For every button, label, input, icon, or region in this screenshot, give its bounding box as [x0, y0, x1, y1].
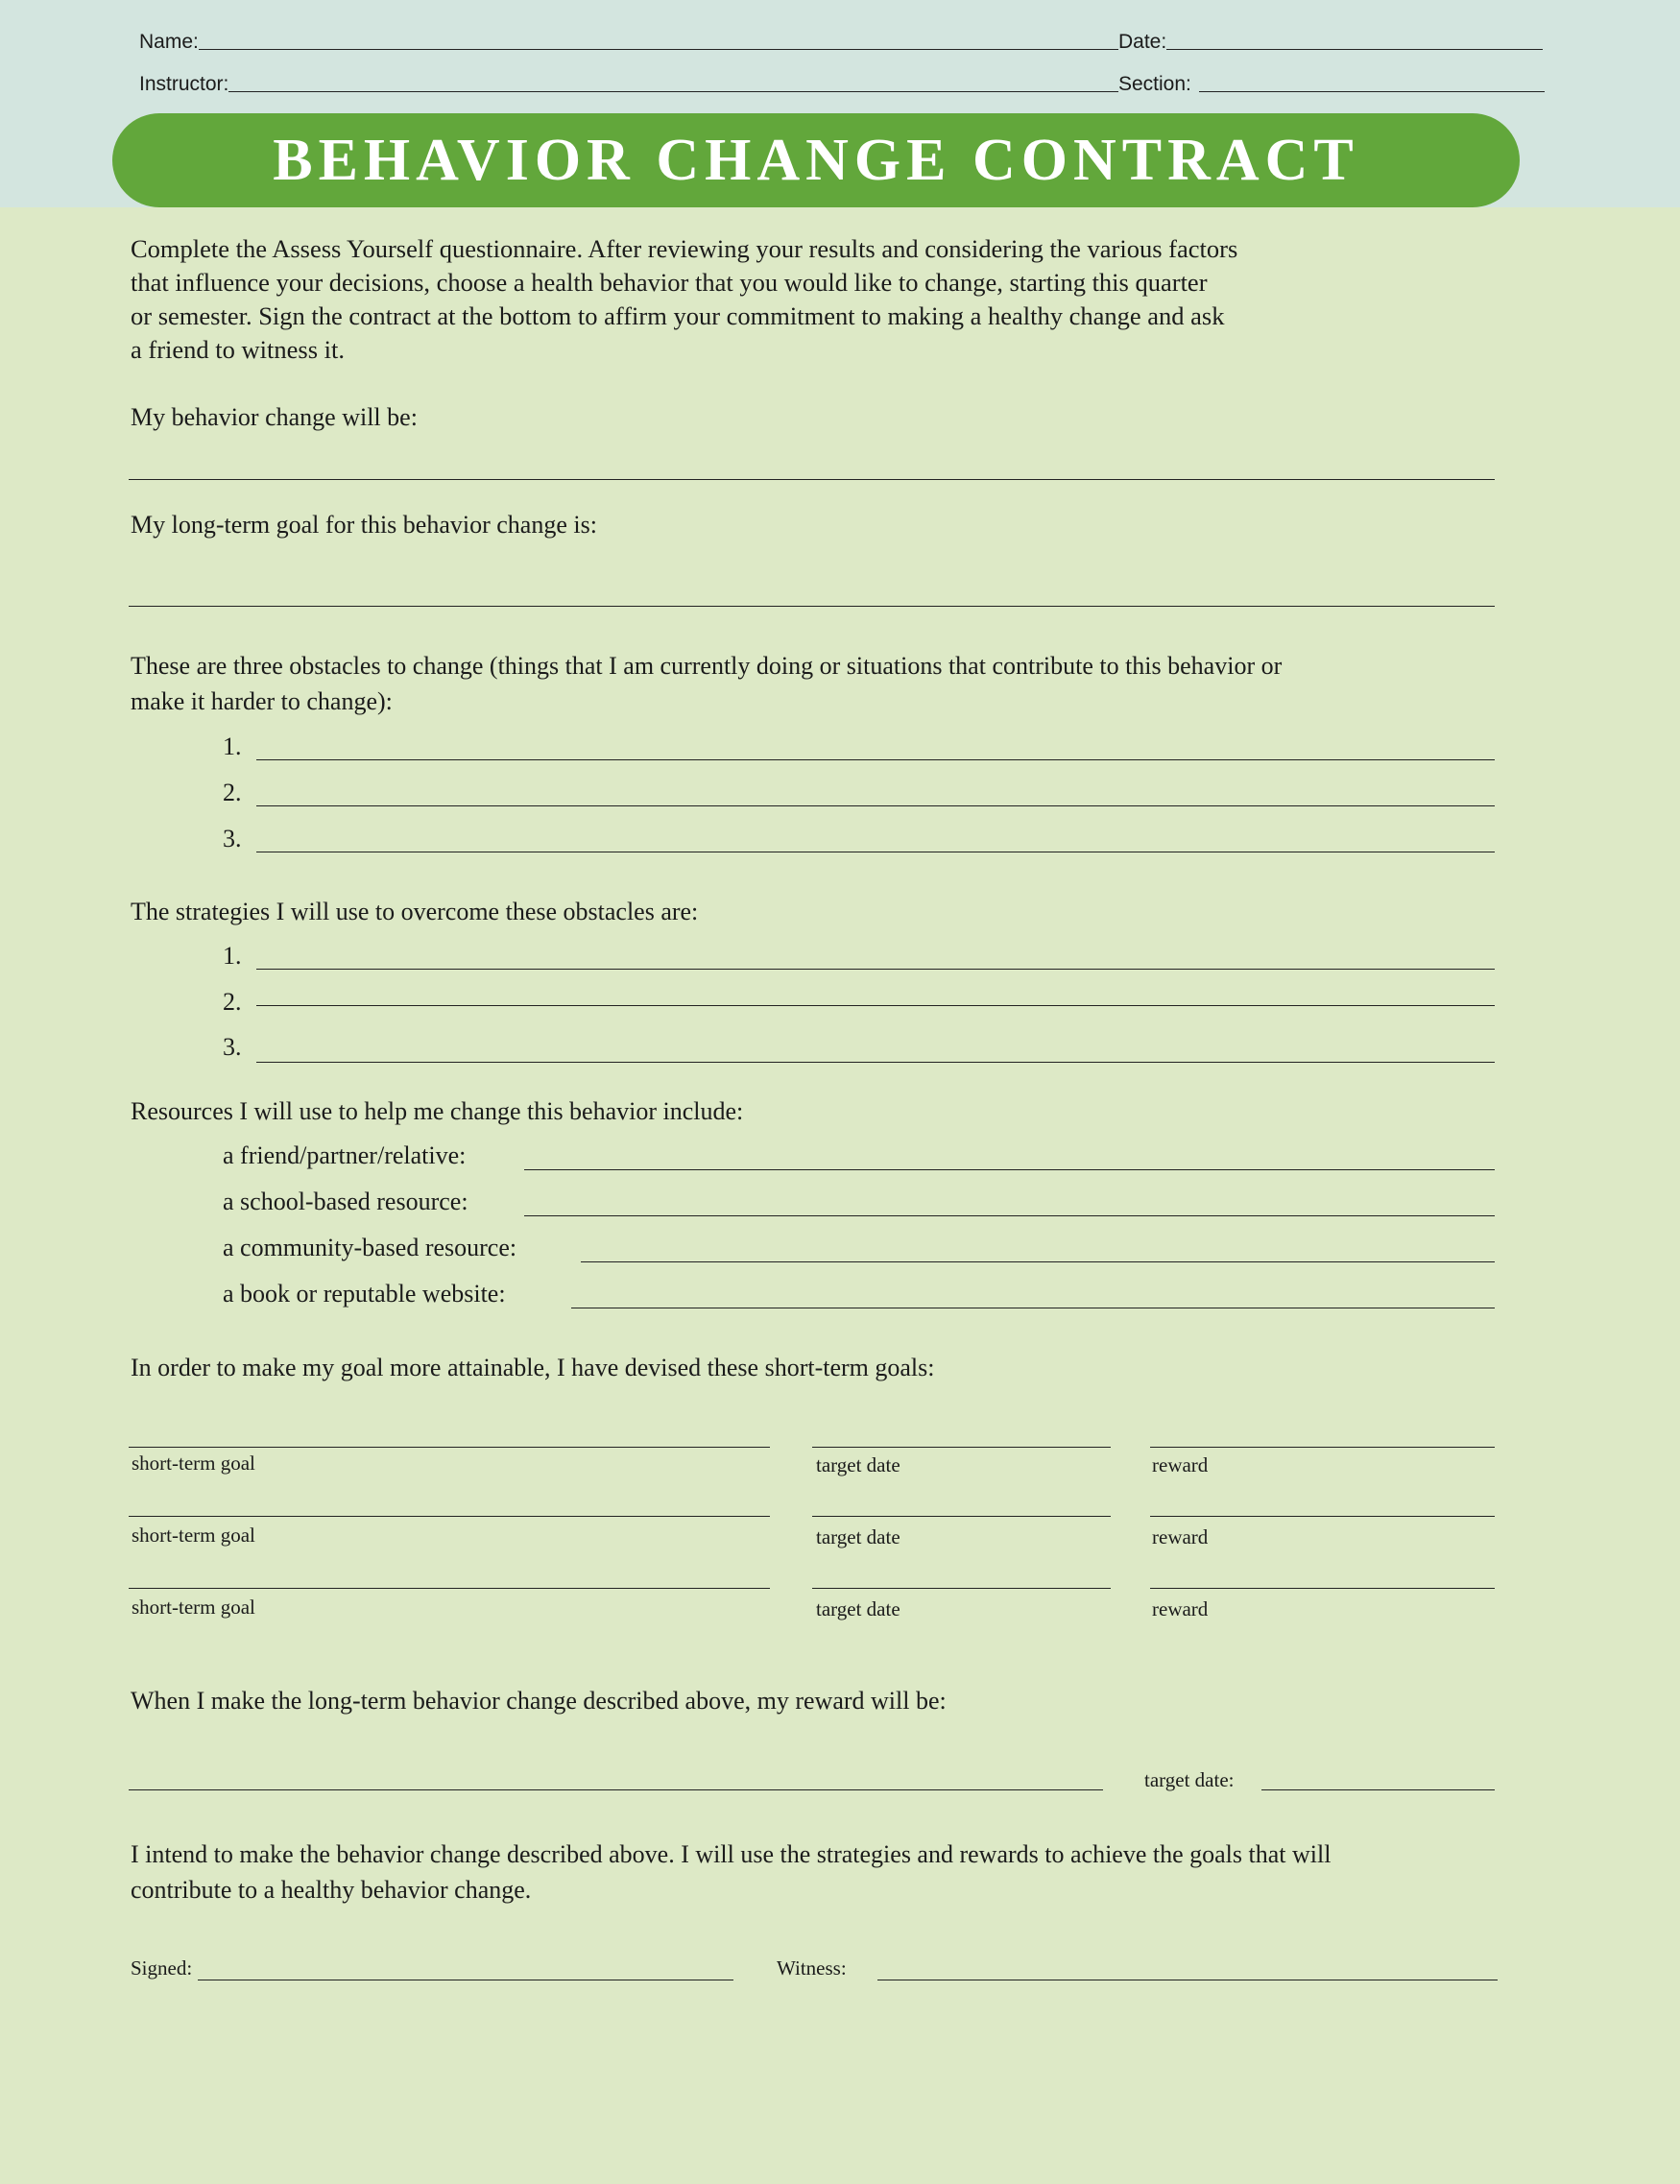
- strategy-number: 2.: [223, 988, 242, 1016]
- name-field[interactable]: [139, 31, 1118, 54]
- short-term-goal-caption: short-term goal: [132, 1596, 255, 1619]
- strategy-number: 1.: [223, 942, 242, 970]
- long-term-reward-prompt: When I make the long-term behavior change described above, my reward will be:: [131, 1687, 947, 1715]
- strategy-line-2[interactable]: [256, 1005, 1495, 1006]
- title-banner: [112, 113, 1520, 207]
- obstacle-number: 1.: [223, 732, 242, 760]
- resource-label: a book or reputable website:: [223, 1280, 506, 1308]
- target-date-caption: target date: [816, 1597, 900, 1620]
- behavior-change-line[interactable]: [129, 479, 1495, 480]
- short-term-goal-line[interactable]: [129, 1588, 770, 1589]
- witness-label: Witness:: [777, 1956, 847, 1980]
- resources-prompt: Resources I will use to help me change this behavior include:: [131, 1097, 744, 1125]
- short-term-goal-caption: short-term goal: [132, 1452, 255, 1475]
- name-label: Name:: [139, 31, 199, 53]
- name-line[interactable]: [199, 48, 1118, 50]
- reward-line[interactable]: [1150, 1516, 1495, 1517]
- target-date-line[interactable]: [812, 1588, 1111, 1589]
- long-term-goal-line[interactable]: [129, 606, 1495, 607]
- short-term-prompt: In order to make my goal more attainable, I have devised these short-term goals:: [131, 1354, 935, 1381]
- page-title: BEHAVIOR CHANGE CONTRACT: [273, 127, 1359, 193]
- resource-label: a school-based resource:: [223, 1188, 468, 1215]
- commitment-text: I intend to make the behavior change described above. I will use the strategies and rewards to achieve the goals that will: [131, 1840, 1332, 1868]
- signed-label: Signed:: [131, 1956, 193, 1980]
- reward-caption: reward: [1152, 1453, 1209, 1476]
- instructor-field[interactable]: [139, 73, 1118, 96]
- section-field[interactable]: [1118, 73, 1545, 96]
- resource-label: a community-based resource:: [223, 1234, 517, 1261]
- intro-line: or semester. Sign the contract at the bottom to affirm your commitment to making a healthy change and ask: [131, 301, 1225, 330]
- resource-label: a friend/partner/relative:: [223, 1141, 467, 1169]
- strategy-number: 3.: [223, 1033, 242, 1061]
- section-line[interactable]: [1199, 90, 1545, 92]
- target-date-line[interactable]: [812, 1447, 1111, 1448]
- intro-line: a friend to witness it.: [131, 335, 345, 364]
- reward-line[interactable]: [1150, 1447, 1495, 1448]
- obstacles-prompt: These are three obstacles to change (things that I am currently doing or situations that contribute to this behavior or: [131, 652, 1283, 680]
- obstacle-line-1[interactable]: [256, 759, 1495, 760]
- obstacle-line-2[interactable]: [256, 805, 1495, 806]
- target-date-caption: target date: [816, 1453, 900, 1476]
- strategies-prompt: The strategies I will use to overcome these obstacles are:: [131, 898, 699, 925]
- section-label: Section:: [1118, 73, 1191, 95]
- resource-line-school[interactable]: [524, 1215, 1495, 1216]
- date-line[interactable]: [1166, 48, 1543, 50]
- intro-line: that influence your decisions, choose a health behavior that you would like to change, starting this quarter: [131, 268, 1208, 297]
- instructor-line[interactable]: [228, 90, 1118, 92]
- long-term-reward-line[interactable]: [129, 1789, 1103, 1790]
- resource-line-community[interactable]: [581, 1261, 1495, 1262]
- short-term-goal-caption: short-term goal: [132, 1524, 255, 1547]
- commitment-text-cont: contribute to a healthy behavior change.: [131, 1876, 532, 1904]
- target-date-caption: target date: [816, 1525, 900, 1548]
- date-field[interactable]: [1118, 31, 1543, 54]
- intro-line: Complete the Assess Yourself questionnaire. After reviewing your results and considering the various factors: [131, 234, 1238, 263]
- strategy-line-1[interactable]: [256, 969, 1495, 970]
- target-date-line[interactable]: [812, 1516, 1111, 1517]
- short-term-goal-line[interactable]: [129, 1516, 770, 1517]
- obstacles-prompt-cont: make it harder to change):: [131, 687, 393, 715]
- long-term-goal-label: My long-term goal for this behavior change is:: [131, 511, 597, 539]
- instructor-label: Instructor:: [139, 73, 229, 95]
- reward-line[interactable]: [1150, 1588, 1495, 1589]
- strategy-line-3[interactable]: [256, 1062, 1495, 1063]
- date-label: Date:: [1118, 31, 1167, 53]
- reward-caption: reward: [1152, 1597, 1209, 1620]
- resource-line-friend[interactable]: [524, 1169, 1495, 1170]
- intro-paragraph: [131, 232, 1379, 367]
- obstacle-number: 3.: [223, 825, 242, 852]
- long-term-target-date-line[interactable]: [1261, 1789, 1495, 1790]
- obstacle-number: 2.: [223, 779, 242, 806]
- behavior-change-label: My behavior change will be:: [131, 403, 418, 431]
- reward-caption: reward: [1152, 1525, 1209, 1548]
- short-term-goal-line[interactable]: [129, 1447, 770, 1448]
- long-term-target-date-label: target date:: [1144, 1768, 1235, 1791]
